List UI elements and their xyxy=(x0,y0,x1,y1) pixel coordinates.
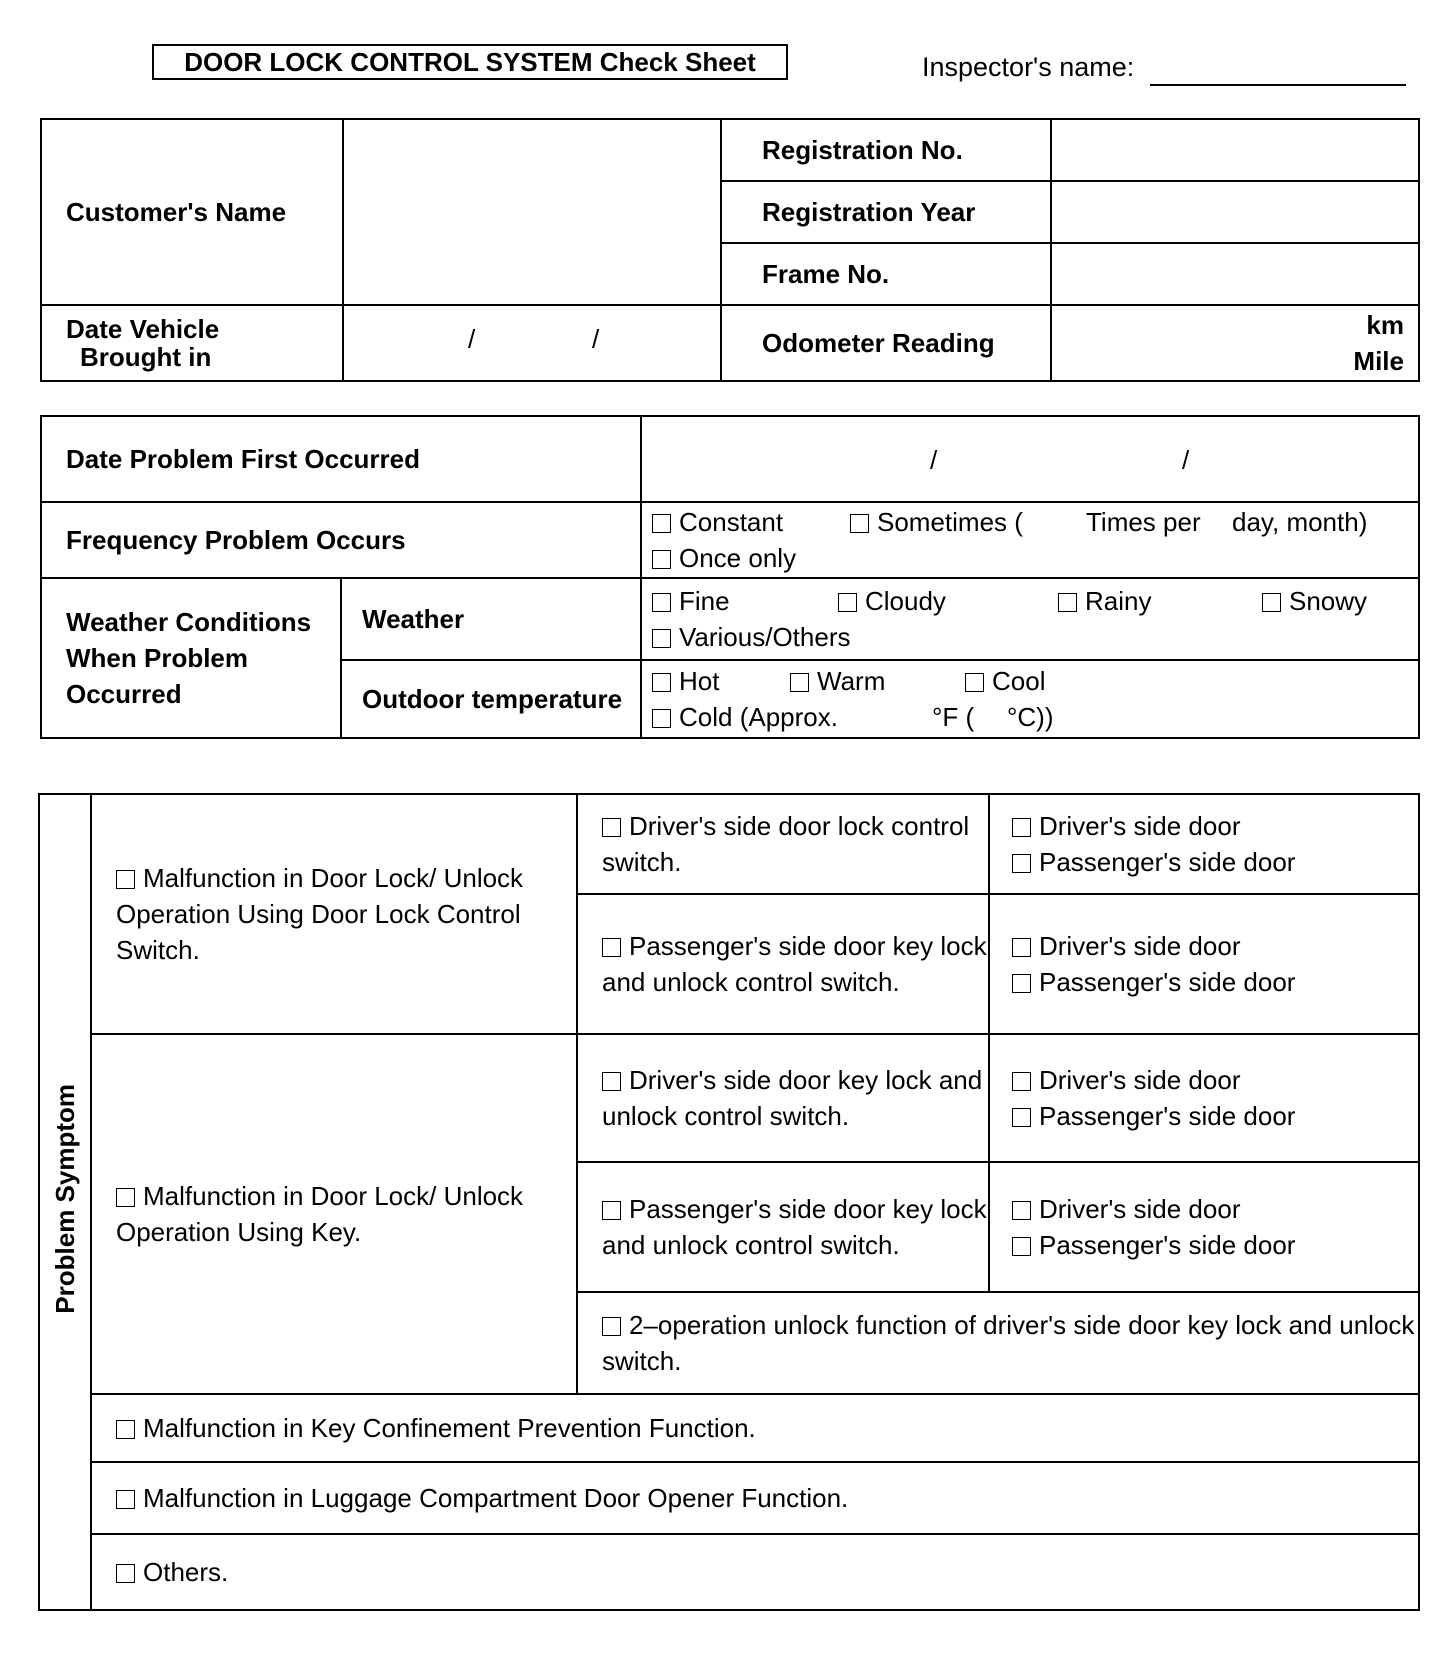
others-option[interactable]: Others. xyxy=(91,1534,1419,1610)
odometer-field[interactable] xyxy=(1051,305,1419,381)
frequency-label: Frequency Problem Occurs xyxy=(41,502,641,578)
checkbox-icon xyxy=(1012,1072,1031,1091)
fahrenheit-label: °F ( xyxy=(932,702,975,732)
driver-side-door-option[interactable]: Driver's side door xyxy=(1012,1062,1418,1098)
checkbox-icon xyxy=(116,1188,135,1207)
vehicle-info-table xyxy=(40,118,1420,382)
registration-no-label: Registration No. xyxy=(721,119,1051,181)
driver-side-door-option[interactable]: Driver's side door xyxy=(1012,808,1418,844)
problem-symptom-header xyxy=(39,794,91,1610)
times-per-label: Times per xyxy=(1086,507,1201,537)
checkbox-icon xyxy=(652,593,671,612)
frequency-once-only[interactable]: Once only xyxy=(652,543,796,573)
driver-side-door-option[interactable]: Driver's side door xyxy=(1012,928,1418,964)
temperature-warm[interactable]: Warm xyxy=(790,663,965,699)
checkbox-icon xyxy=(602,1201,621,1220)
checkbox-icon xyxy=(652,514,671,533)
passenger-side-door-option[interactable]: Passenger's side door xyxy=(1012,964,1418,1000)
checkbox-icon xyxy=(1012,938,1031,957)
day-month-label: day, month) xyxy=(1232,507,1368,537)
checkbox-icon xyxy=(602,1072,621,1091)
weather-various-others[interactable]: Various/Others xyxy=(652,622,850,652)
weather-fine[interactable]: Fine xyxy=(652,583,838,619)
checkbox-icon xyxy=(1012,818,1031,837)
unit-km: km xyxy=(1366,310,1404,340)
date-first-occurred-field[interactable] xyxy=(641,416,1419,502)
checkbox-icon xyxy=(1012,1237,1031,1256)
key-confinement-malfunction[interactable]: Malfunction in Key Confinement Prevention Function. xyxy=(91,1394,1419,1462)
checkbox-icon xyxy=(116,870,135,889)
problem-symptom-label: Problem Symptom xyxy=(49,1083,80,1314)
customer-name-field[interactable] xyxy=(343,119,721,305)
date-separator: / xyxy=(1182,445,1190,475)
temperature-options xyxy=(641,660,1419,738)
date-brought-in-label: Date Vehicle Brought in xyxy=(41,305,343,381)
passenger-side-door-option[interactable]: Passenger's side door xyxy=(1012,1227,1418,1263)
inspector-name-field[interactable] xyxy=(1150,84,1406,86)
door-options xyxy=(989,894,1419,1034)
checkbox-icon xyxy=(116,1564,135,1583)
frequency-constant[interactable]: Constant xyxy=(652,504,850,540)
checkbox-icon xyxy=(652,550,671,569)
weather-label: Weather xyxy=(341,578,641,660)
frame-no-label: Frame No. xyxy=(721,243,1051,305)
date-separator: / xyxy=(930,445,938,475)
weather-rainy[interactable]: Rainy xyxy=(1058,583,1262,619)
passenger-side-door-option[interactable]: Passenger's side door xyxy=(1012,1098,1418,1134)
weather-snowy[interactable]: Snowy xyxy=(1262,583,1367,619)
checkbox-icon xyxy=(838,593,857,612)
checkbox-icon xyxy=(602,938,621,957)
frequency-options xyxy=(641,502,1419,578)
checkbox-icon xyxy=(1012,974,1031,993)
checkbox-icon xyxy=(1012,854,1031,873)
date-separator: / xyxy=(468,324,476,354)
checkbox-icon xyxy=(1012,1201,1031,1220)
driver-door-lock-control-switch[interactable]: Driver's side door lock control switch. xyxy=(577,794,989,894)
checkbox-icon xyxy=(790,673,809,692)
checkbox-icon xyxy=(1262,593,1281,612)
frame-no-field[interactable] xyxy=(1051,243,1419,305)
frequency-sometimes[interactable]: Sometimes ( xyxy=(850,504,1086,540)
door-options xyxy=(989,1034,1419,1162)
checkbox-icon xyxy=(652,673,671,692)
checkbox-icon xyxy=(1058,593,1077,612)
checkbox-icon xyxy=(602,1317,621,1336)
checkbox-icon xyxy=(116,1490,135,1509)
temperature-label: Outdoor temperature xyxy=(341,660,641,738)
key-malfunction[interactable]: Malfunction in Door Lock/ Unlock Operation Using Key. xyxy=(91,1034,577,1394)
control-switch-malfunction[interactable]: Malfunction in Door Lock/ Unlock Operation Using Door Lock Control Switch. xyxy=(91,794,577,1034)
temperature-cold[interactable]: Cold (Approx. xyxy=(652,699,932,735)
registration-no-field[interactable] xyxy=(1051,119,1419,181)
two-operation-unlock[interactable]: 2–operation unlock function of driver's side door key lock and unlock switch. xyxy=(577,1292,1419,1394)
checkbox-icon xyxy=(652,709,671,728)
luggage-opener-malfunction[interactable]: Malfunction in Luggage Compartment Door Opener Function. xyxy=(91,1462,1419,1534)
checkbox-icon xyxy=(850,514,869,533)
door-options xyxy=(989,1162,1419,1292)
problem-symptom-table xyxy=(38,793,1420,1611)
checkbox-icon xyxy=(1012,1108,1031,1127)
celsius-label: °C)) xyxy=(1007,702,1054,732)
registration-year-field[interactable] xyxy=(1051,181,1419,243)
odometer-label: Odometer Reading xyxy=(721,305,1051,381)
driver-door-key-switch[interactable]: Driver's side door key lock and unlock control switch. xyxy=(577,1034,989,1162)
checkbox-icon xyxy=(602,818,621,837)
checkbox-icon xyxy=(652,629,671,648)
weather-options xyxy=(641,578,1419,660)
customer-name-label: Customer's Name xyxy=(41,119,343,305)
door-options xyxy=(989,794,1419,894)
registration-year-label: Registration Year xyxy=(721,181,1051,243)
date-first-occurred-label: Date Problem First Occurred xyxy=(41,416,641,502)
checkbox-icon xyxy=(116,1420,135,1439)
passenger-door-key-switch[interactable]: Passenger's side door key lock and unlock control switch. xyxy=(577,894,989,1034)
passenger-side-door-option[interactable]: Passenger's side door xyxy=(1012,844,1418,880)
check-sheet-title: DOOR LOCK CONTROL SYSTEM Check Sheet xyxy=(152,44,788,80)
unit-mile: Mile xyxy=(1353,346,1404,376)
driver-side-door-option[interactable]: Driver's side door xyxy=(1012,1191,1418,1227)
date-brought-in-field[interactable] xyxy=(343,305,721,381)
conditions-table xyxy=(40,415,1420,739)
weather-conditions-label: Weather Conditions When Problem Occurred xyxy=(41,578,341,738)
weather-cloudy[interactable]: Cloudy xyxy=(838,583,1058,619)
temperature-cool[interactable]: Cool xyxy=(965,663,1045,699)
temperature-hot[interactable]: Hot xyxy=(652,663,790,699)
inspector-name-label: Inspector's name: xyxy=(922,52,1135,82)
date-separator: / xyxy=(592,324,600,354)
passenger-door-key-switch[interactable]: Passenger's side door key lock and unlock control switch. xyxy=(577,1162,989,1292)
checkbox-icon xyxy=(965,673,984,692)
